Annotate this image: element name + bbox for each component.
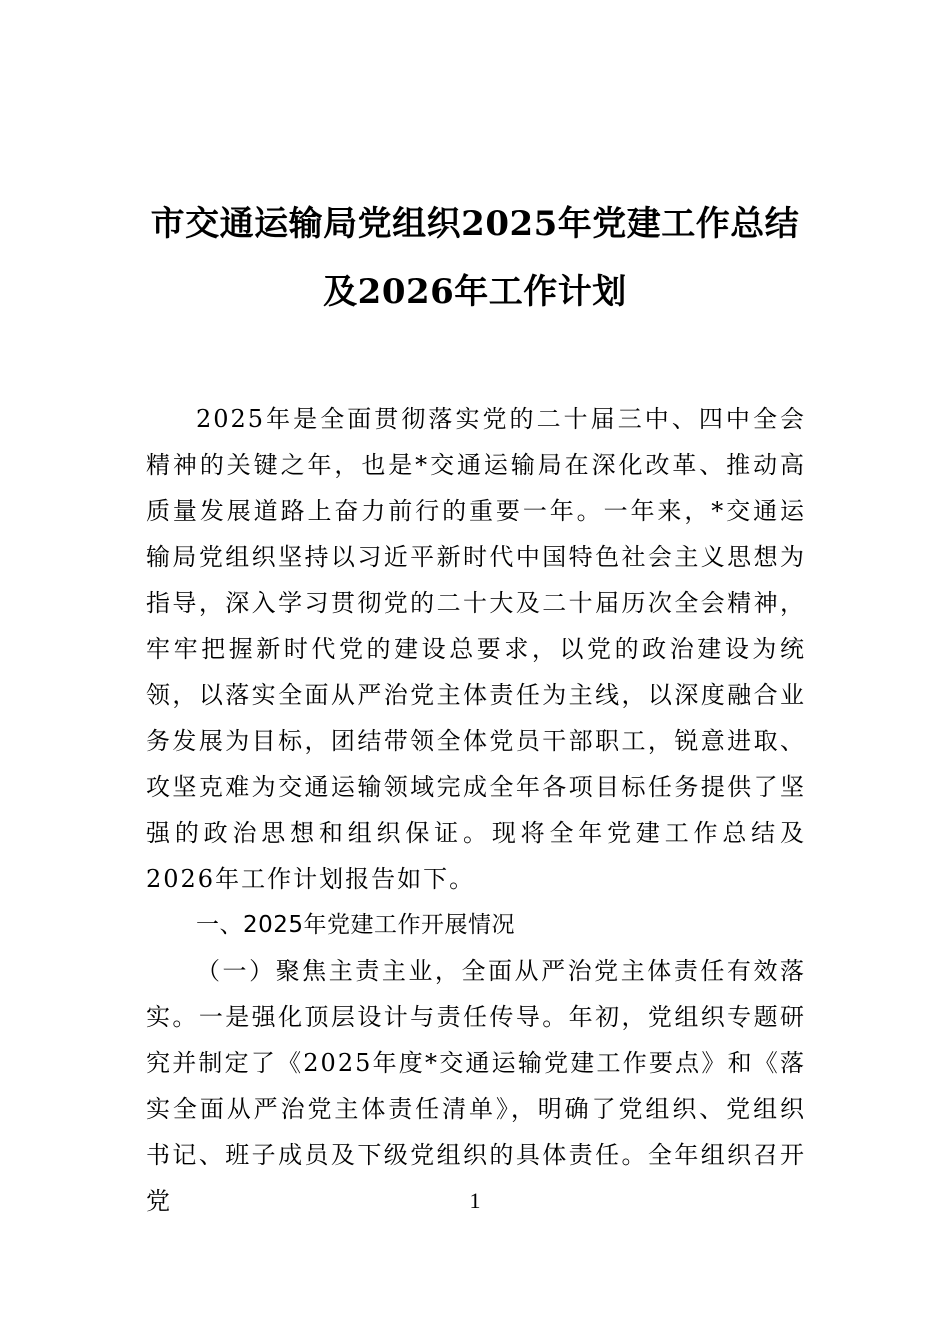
page-number: 1 [469,1188,481,1213]
document-title-line-2: 及2026年工作计划 [323,272,627,312]
subsection-paragraph: （一）聚焦主责主业，全面从严治党主体责任有效落实。一是强化顶层设计与责任传导。年初，党组织专题研究并制定了《2025年度*交通运输党建工作要点》和《落实全面从严治党主体责任清单》，明确了党组织、党组织书记、班子成员及下级党组织的具体责任。全年组织召开党 [146,957,806,1215]
document-body [146,396,806,1224]
document-title-line-1: 市交通运输局党组织2025年党建工作总结 [150,204,800,244]
section-heading: 一、2025年党建工作开展情况 [196,912,516,938]
intro-paragraph: 2025年是全面贯彻落实党的二十届三中、四中全会精神的关键之年，也是*交通运输局在深化改革、推动高质量发展道路上奋力前行的重要一年。一年来，*交通运输局党组织坚持以习近平新时代中国特色社会主义思想为指导，深入学习贯彻党的二十大及二十届历次全会精神，牢牢把握新时代党的建设总要求，以党的政治建设为统领，以落实全面从严治党主体责任为主线，以深度融合业务发展为目标，团结带领全体党员干部职工，锐意进取、攻坚克难为交通运输领域完成全年各项目标任务提供了坚强的政治思想和组织保证。现将全年党建工作总结及2026年工作计划报告如下。 [146,405,806,893]
